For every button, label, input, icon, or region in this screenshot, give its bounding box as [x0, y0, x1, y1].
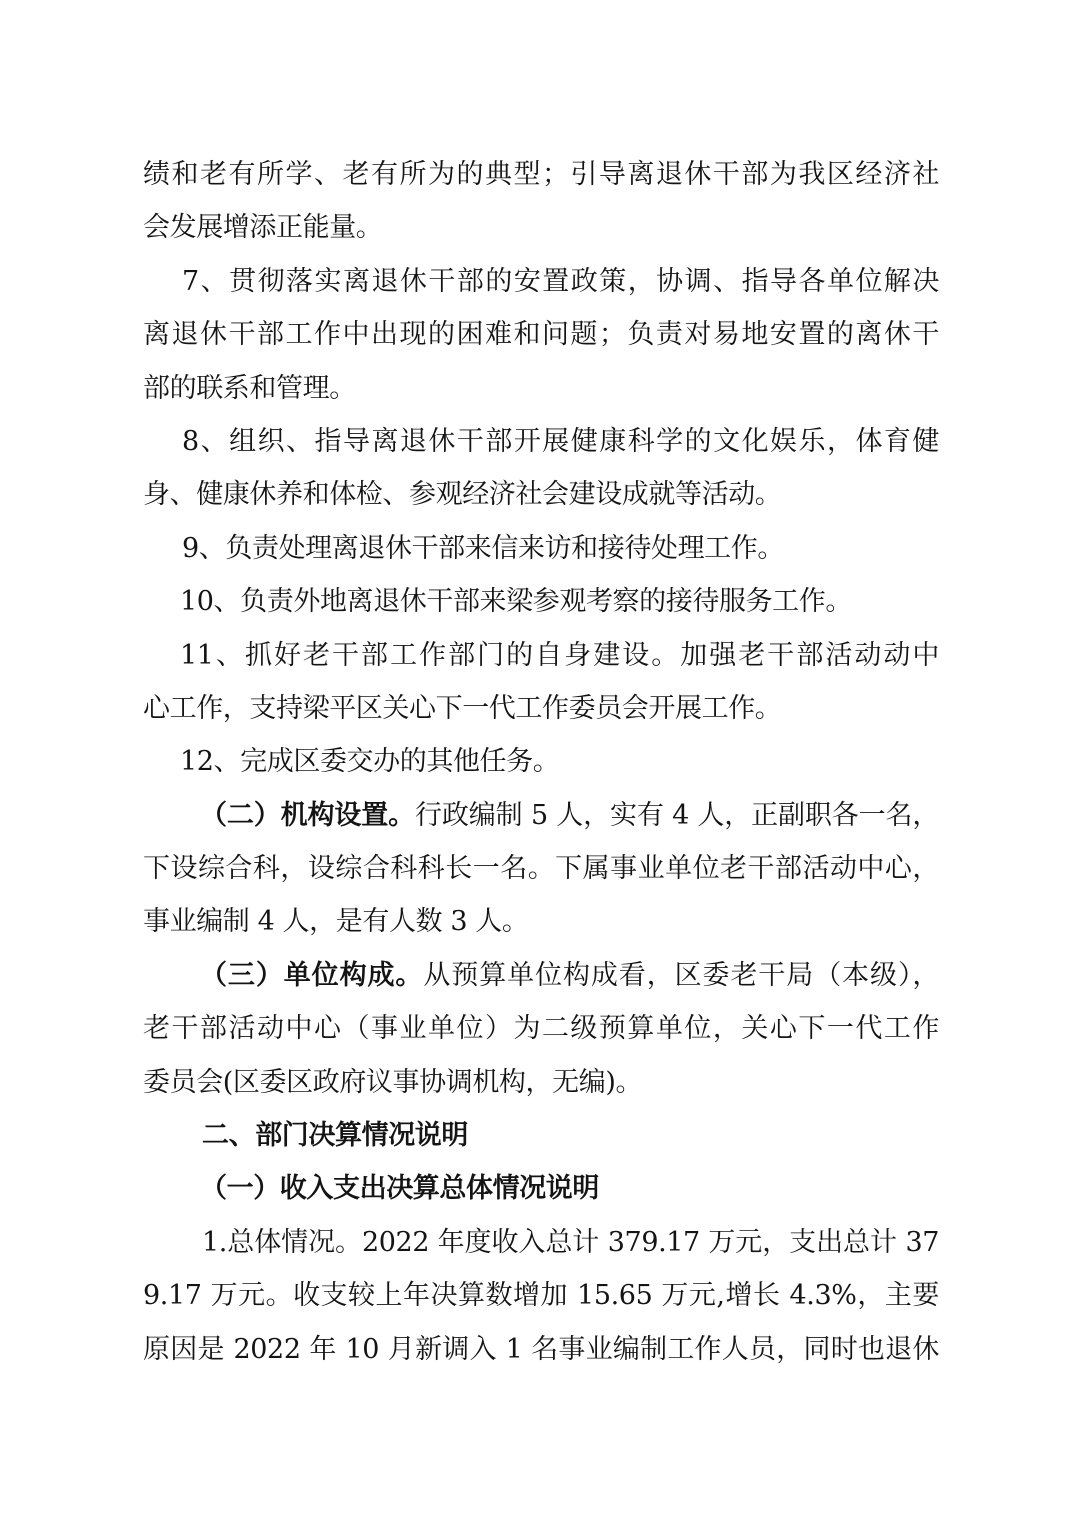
doc-line [143, 415, 939, 468]
doc-line [143, 682, 939, 735]
text-run: 离退休干部工作中出现的困难和问题；负责对易地安置的离休干 [143, 319, 939, 351]
text-run: 绩和老有所学、老有所为的典型；引导离退休干部为我区经济社 [143, 159, 939, 190]
text-run: 9、负责处理离退休干部来信来访和接待处理工作。 [182, 532, 784, 564]
text-run: 1.总体情况。2022 年度收入总计 379.17 万元，支出总计 37 [202, 1226, 939, 1258]
text-run: 行政编制 5 人，实有 4 人，正副职各一名， [415, 799, 939, 831]
doc-line [143, 308, 939, 361]
text-run: 二、部门决算情况说明 [202, 1120, 468, 1152]
text-run: 8、组织、指导离退休干部开展健康科学的文化娱乐，体育健 [182, 425, 939, 457]
doc-line [143, 362, 939, 415]
text-run: （三）单位构成。 [200, 959, 424, 991]
document-text-block [143, 148, 939, 1376]
text-run: 7、贯彻落实离退休干部的安置政策，协调、指导各单位解决 [182, 265, 939, 297]
doc-line [143, 1216, 939, 1269]
doc-line [143, 1323, 939, 1376]
doc-line [143, 201, 939, 254]
text-run: 会发展增添正能量。 [143, 212, 383, 244]
text-run: 事业编制 4 人，是有人数 3 人。 [143, 906, 529, 938]
text-run: 身、健康休养和体检、参观经济社会建设成就等活动。 [143, 479, 782, 511]
doc-line [143, 1056, 939, 1109]
text-run: 部的联系和管理。 [143, 372, 356, 404]
doc-line [143, 735, 939, 788]
doc-line [143, 255, 939, 308]
doc-line [143, 522, 939, 575]
doc-line [143, 148, 939, 201]
doc-line [143, 789, 939, 842]
text-run: 原因是 2022 年 10 月新调入 1 名事业编制工作人员，同时也退休 [143, 1333, 939, 1365]
text-run: 心工作，支持梁平区关心下一代工作委员会开展工作。 [143, 692, 782, 724]
doc-line [143, 1002, 939, 1055]
doc-line [143, 468, 939, 521]
text-run: 委员会(区委区政府议事协调机构，无编)。 [143, 1066, 643, 1098]
text-run: 11、抓好老干部工作部门的自身建设。加强老干部活动动中 [180, 639, 939, 671]
text-run: 10、负责外地离退休干部来梁参观考察的接待服务工作。 [180, 586, 852, 618]
text-run: 从预算单位构成看，区委老干局（本级）， [423, 959, 939, 991]
doc-line [143, 1162, 939, 1215]
doc-line [143, 1109, 939, 1162]
text-run: （一）收入支出决算总体情况说明 [200, 1173, 599, 1205]
doc-line [143, 842, 939, 895]
text-run: （二）机构设置。 [200, 799, 415, 831]
doc-line [143, 1269, 939, 1322]
doc-line [143, 629, 939, 682]
text-run: 12、完成区委交办的其他任务。 [180, 746, 560, 778]
doc-line [143, 949, 939, 1002]
text-run: 老干部活动中心（事业单位）为二级预算单位，关心下一代工作 [143, 1013, 939, 1045]
doc-line [143, 575, 939, 628]
text-run: 9.17 万元。收支较上年决算数增加 15.65 万元,增长 4.3%，主要 [143, 1280, 939, 1312]
text-run: 下设综合科，设综合科科长一名。下属事业单位老干部活动中心， [143, 853, 939, 885]
doc-line [143, 895, 939, 948]
